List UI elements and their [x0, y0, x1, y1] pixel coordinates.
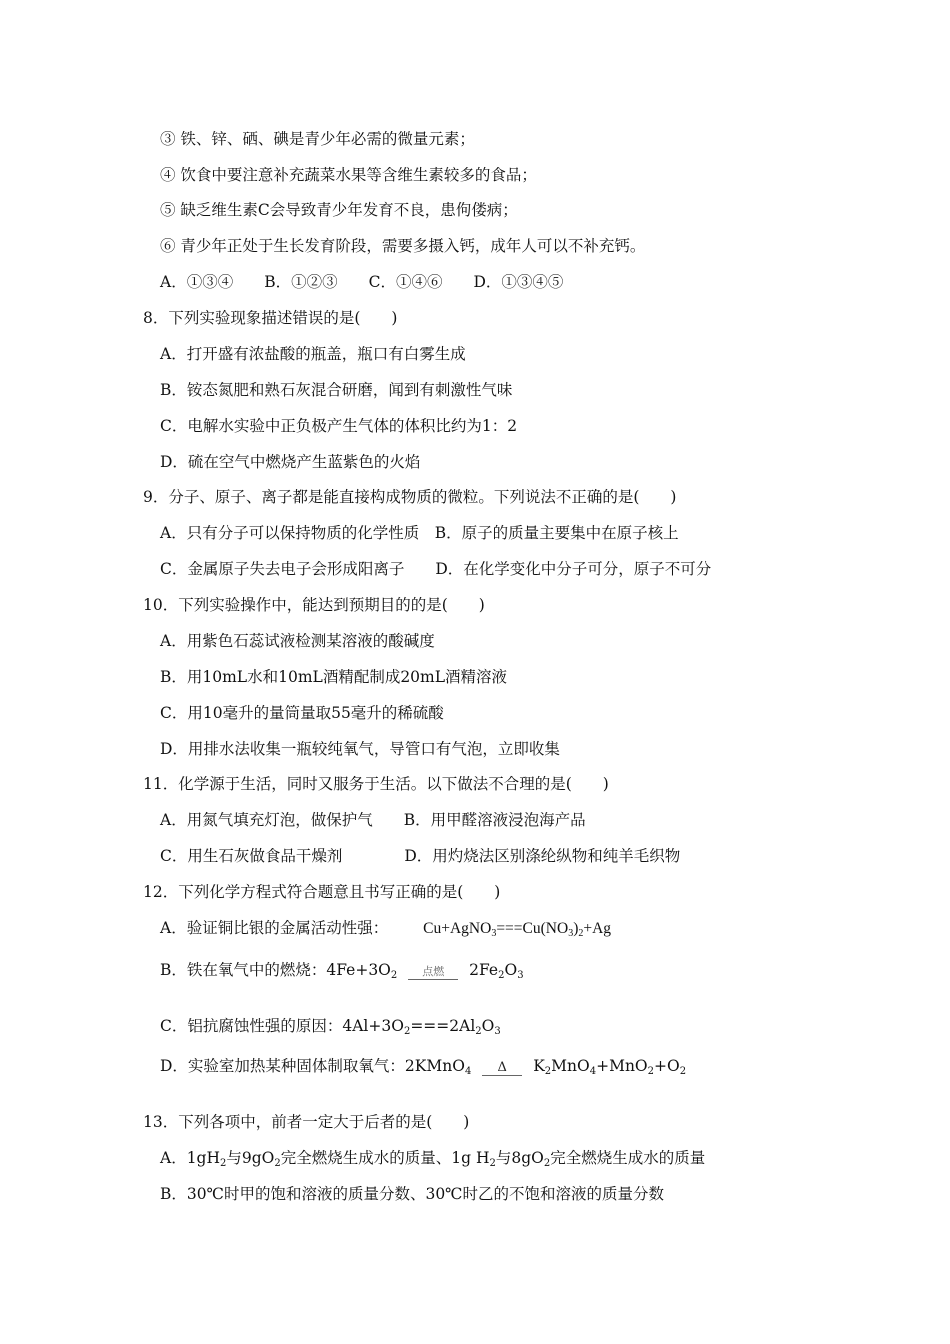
q9-stem: 9．分子、原子、离子都是能直接构成物质的微粒。下列说法不正确的是( )	[143, 488, 677, 506]
q8-option-c: C．电解水实验中正负极产生气体的体积比约为1：2	[160, 417, 518, 435]
q9-options-ab: A．只有分子可以保持物质的化学性质 B．原子的质量主要集中在原子核上	[160, 524, 679, 542]
q12-a-equation: $Cu+AgNO_3===Cu(NO_3)_2+Ag$	[423, 920, 612, 939]
reaction-condition-heat: Δ	[482, 1061, 522, 1076]
q11-options-cd: C．用生石灰做食品干燥剂 D．用灼烧法区别涤纶纵物和纯羊毛织物	[160, 847, 681, 865]
q11-stem: 11．化学源于生活，同时又服务于生活。以下做法不合理的是( )	[143, 775, 609, 793]
q7-options: A．①③④ B．①②③ C．①④⑥ D．①③④⑤	[160, 273, 564, 291]
q12-option-a	[160, 918, 611, 944]
q11-options-ab: A．用氮气填充灯泡，做保护气 B．用甲醛溶液浸泡海产品	[160, 811, 586, 829]
q10-option-a: A．用紫色石蕊试液检测某溶液的酸碱度	[160, 632, 435, 650]
q12-option-b: B．铁在氧气中的燃烧：$4Fe+3O_2$ 点燃 $2Fe_2O_3$	[160, 961, 524, 981]
q13-stem: 13．下列各项中，前者一定大于后者的是( )	[143, 1113, 470, 1131]
q7-statement-5: ⑤ 缺乏维生素C会导致青少年发育不良，患佝偻病；	[160, 201, 518, 219]
q7-statement-4: ④ 饮食中要注意补充蔬菜水果等含维生素较多的食品；	[160, 166, 537, 184]
q10-option-c: C．用10毫升的量筒量取55毫升的稀硫酸	[160, 704, 444, 722]
q8-stem: 8．下列实验现象描述错误的是( )	[143, 309, 398, 327]
q10-stem: 10．下列实验操作中，能达到预期目的的是( )	[143, 596, 485, 614]
q9-options-cd: C．金属原子失去电子会形成阳离子 D．在化学变化中分子可分，原子不可分	[160, 560, 712, 578]
q12-option-c: C．铝抗腐蚀性强的原因：$4Al+3O_2===2Al_2O_3$	[160, 1017, 501, 1037]
q7-statement-6: ⑥ 青少年正处于生长发育阶段，需要多摄入钙，成年人可以不补充钙。	[160, 237, 646, 255]
q8-option-d: D．硫在空气中燃烧产生蓝紫色的火焰	[160, 453, 421, 471]
q13-option-a: A．$1gH_2$与$9gO_2$完全燃烧生成水的质量、1g $H_2$与$8gO_2$完全燃烧生成水的质量	[160, 1149, 706, 1169]
q10-option-b: B．用10mL水和10mL酒精配制成20mL酒精溶液	[160, 668, 508, 686]
q13-option-b: B．30℃时甲的饱和溶液的质量分数、30℃时乙的不饱和溶液的质量分数	[160, 1185, 665, 1203]
q12-stem: 12．下列化学方程式符合题意且书写正确的是( )	[143, 883, 501, 901]
q7-statement-3: ③ 铁、锌、硒、碘是青少年必需的微量元素；	[160, 130, 475, 148]
q10-option-d: D．用排水法收集一瓶较纯氧气，导管口有气泡，立即收集	[160, 740, 560, 758]
q12-a-text: A．验证铜比银的金属活动性强：	[160, 919, 389, 937]
q8-option-a: A．打开盛有浓盐酸的瓶盖，瓶口有白雾生成	[160, 345, 466, 363]
q12-option-d: D．实验室加热某种固体制取氧气：2KMnO$_4$ Δ $K_2MnO_4+MnO_2+O_2$	[160, 1057, 687, 1077]
q8-option-b: B．铵态氮肥和熟石灰混合研磨，闻到有刺激性气味	[160, 381, 513, 399]
reaction-condition-ignite: 点燃	[408, 965, 458, 980]
